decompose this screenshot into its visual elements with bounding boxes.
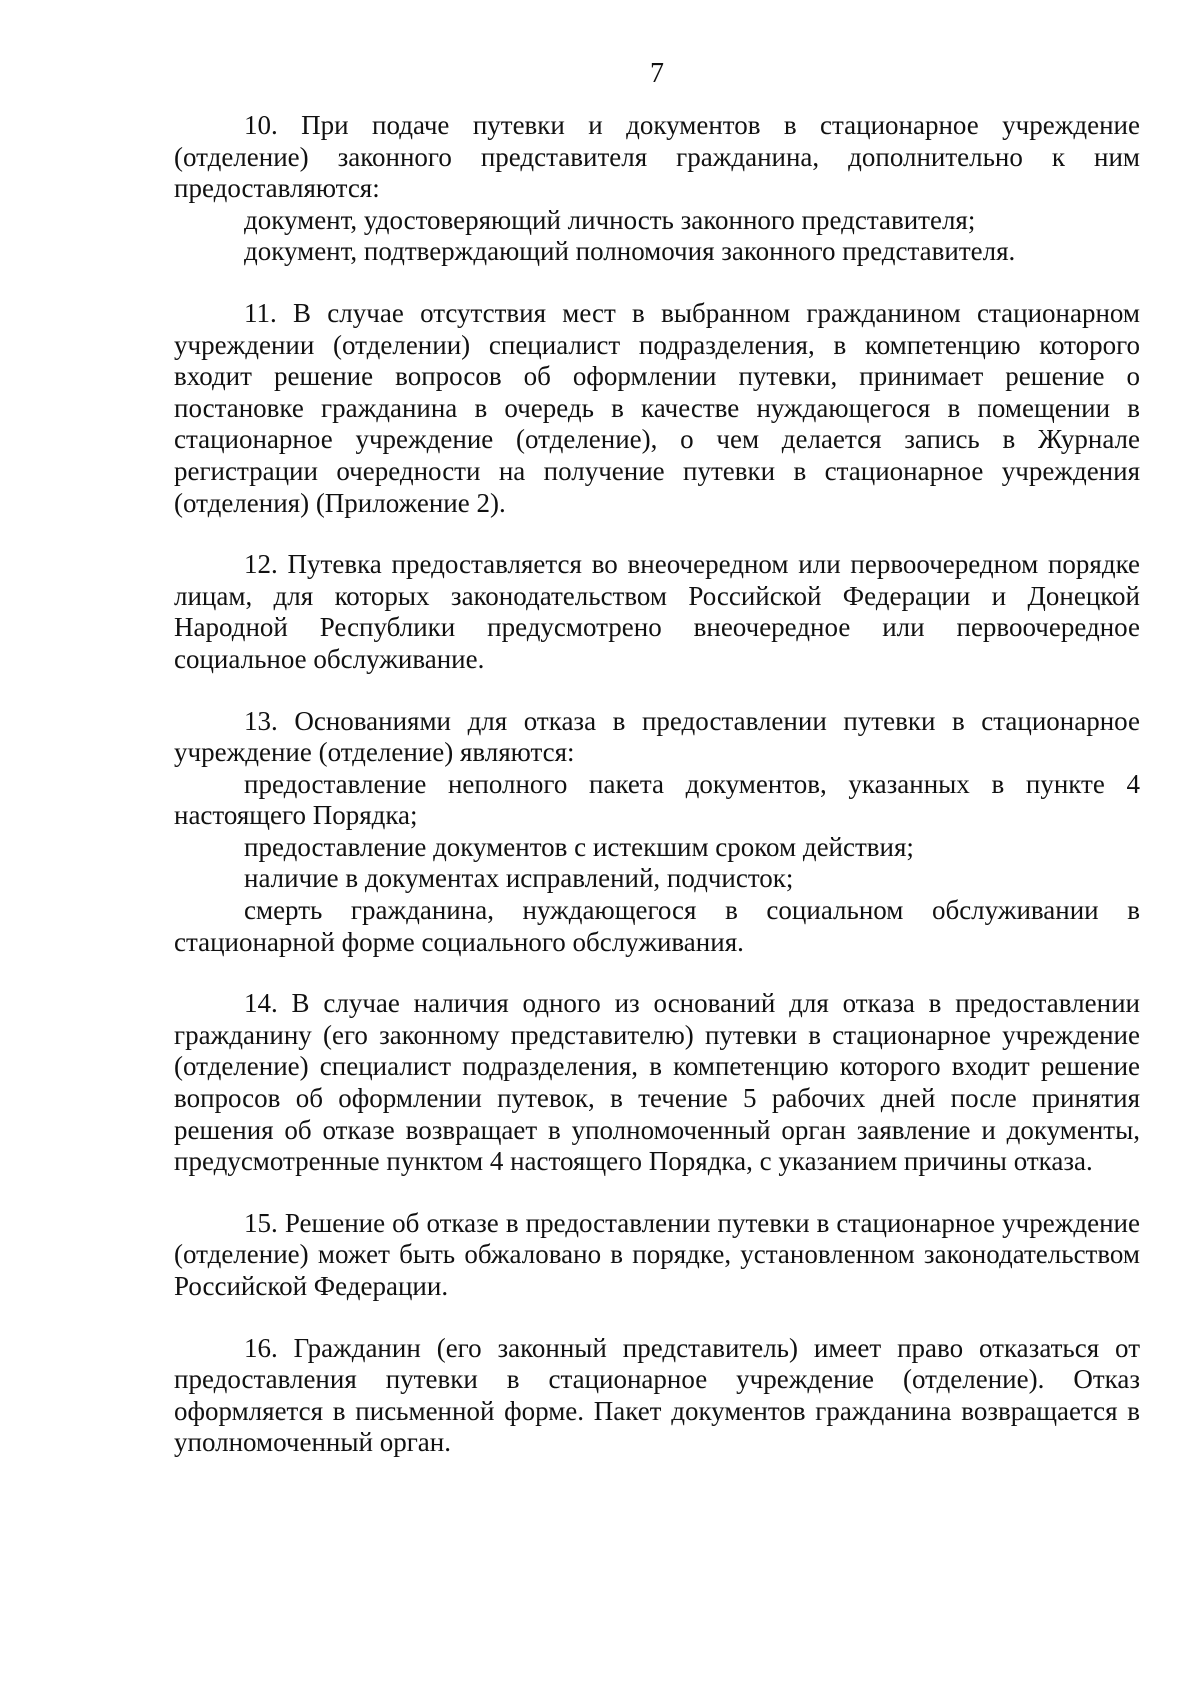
paragraph-gap <box>174 1178 1140 1208</box>
document-page <box>174 58 1140 1459</box>
sub-item: предоставление документов с истекшим сроком действия; <box>244 831 914 862</box>
item-11 <box>174 298 1140 519</box>
sub-item: предоставление неполного пакета документов, указанных в пункте 4 настоящего Порядка; <box>174 768 1140 831</box>
item-12 <box>174 549 1140 675</box>
paragraph-gap <box>174 519 1140 549</box>
item-10 <box>174 110 1140 268</box>
paragraph-12: 12. Путевка предоставляется во внеочередном или первоочередном порядке лицам, для которых законодательством Российской Федерации и Донецкой Народной Республики предусмотрено внеочередное или первоочередное социальное обслуживание. <box>174 549 1140 674</box>
sub-item: наличие в документах исправлений, подчисток; <box>244 863 794 894</box>
paragraph-gap <box>174 1303 1140 1333</box>
sub-item: документ, подтверждающий полномочия законного представителя. <box>244 236 1016 267</box>
item-14 <box>174 988 1140 1178</box>
item-16 <box>174 1333 1140 1459</box>
item-13 <box>174 706 1140 959</box>
page-number: 7 <box>650 58 664 89</box>
paragraph-gap <box>174 268 1140 298</box>
paragraph-14: 14. В случае наличия одного из оснований для отказа в предоставлении гражданину (его законному представителю) путевки в стационарное учреждение (отделение) специалист подразделения, в компетенцию которого входит решение вопросов об оформлении путевок, в течение 5 рабочих дней после принятия решения об отказе возвращает в уполномоченный орган заявление и документы, предусмотренные пунктом 4 настоящего Порядка, с указанием причины отказа. <box>174 988 1140 1177</box>
sub-item: смерть гражданина, нуждающегося в социальном обслуживании в стационарной форме социального обслуживания. <box>174 895 1140 957</box>
paragraph-10: 10. При подаче путевки и документов в стационарное учреждение (отделение) законного представителя гражданина, дополнительно к ним предоставляются: <box>174 110 1140 204</box>
item-15 <box>174 1208 1140 1303</box>
paragraph-gap <box>174 958 1140 988</box>
sub-item: документ, удостоверяющий личность законного представителя; <box>244 204 976 235</box>
paragraph-13: 13. Основаниями для отказа в предоставлении путевки в стационарное учреждение (отделение) являются: <box>174 705 1140 768</box>
paragraph-16: 16. Гражданин (его законный представитель) имеет право отказаться от предоставления путевки в стационарное учреждение (отделение). Отказ оформляется в письменной форме. Пакет документов гражданина возвращается в уполномоченный орган. <box>174 1332 1140 1458</box>
paragraph-11: 11. В случае отсутствия мест в выбранном гражданином стационарном учреждении (отделении) специалист подразделения, в компетенцию которого входит решение вопросов об оформлении путевки, принимает решение о постановке гражданина в очередь в качестве нуждающегося в помещении в стационарное учреждение (отделение), о чем делается запись в Журнале регистрации очередности на получение путевки в стационарное учреждения (отделения) (Приложение 2). <box>174 297 1140 518</box>
paragraph-15: 15. Решение об отказе в предоставлении путевки в стационарное учреждение (отделение) может быть обжаловано в порядке, установленном законодательством Российской Федерации. <box>174 1207 1140 1301</box>
paragraph-gap <box>174 676 1140 706</box>
